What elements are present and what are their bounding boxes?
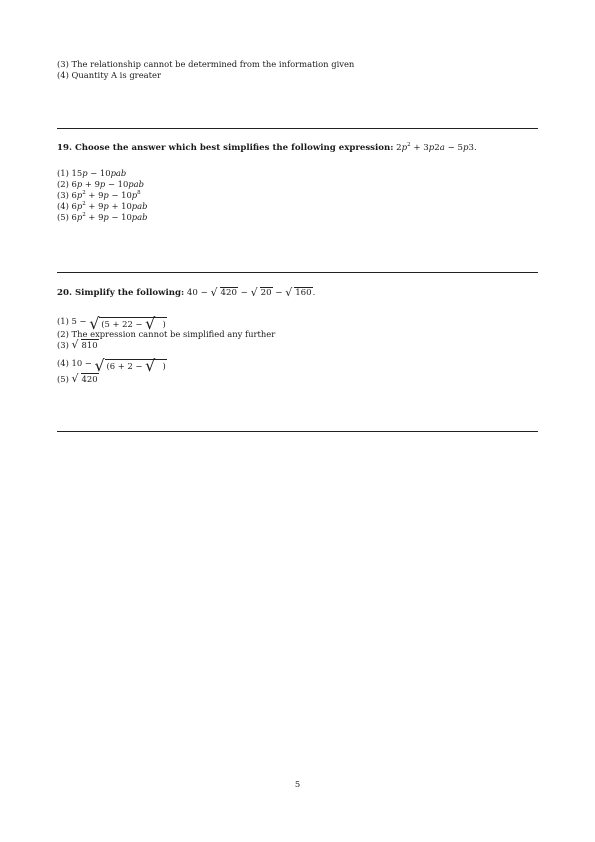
divider [57, 272, 538, 273]
question-19 [57, 143, 477, 154]
page-number: 5 [294, 779, 301, 789]
question-20-option-2: (2) The expression cannot be simplified any further [57, 329, 276, 339]
question-19-expression: $2p^2 + 3p2a - 5p3$. [396, 142, 477, 153]
question-19-option-4: (4) $6p^2 + 9p + 10pab$ [57, 201, 148, 211]
question-19-option-1: (1) 15p − 10pab [57, 168, 127, 178]
question-19-option-3: (3) $6p^2 + 9p - 10p^8$ [57, 190, 141, 200]
divider [57, 128, 538, 129]
question-19-label: 19. Choose the answer which best simplifies the following expression: [57, 143, 394, 153]
question-20-expression: 40 − √ 420 − √ 20 − √ 160. [186, 286, 316, 299]
option-3-previous-question: (3) The relationship cannot be determined from the information given [57, 59, 355, 69]
divider [57, 431, 538, 432]
question-20-option-5: (5) √ 420 [57, 372, 98, 385]
option-4-previous-question: (4) Quantity A is greater [57, 70, 161, 80]
question-20-option-4: (4) 10 − √ (6 + 2 − √ ) [57, 356, 166, 375]
question-19-option-2: (2) 6p + 9p − 10pab [57, 179, 144, 189]
question-20-label: 20. Simplify the following: [57, 288, 185, 298]
question-20-option-3: (3) √ 810 [57, 338, 98, 351]
question-19-option-5: (5) $6p^2 + 9p - 10pab$ [57, 212, 148, 222]
question-20 [57, 288, 315, 299]
question-20-option-1: (1) 5 − √ (5 + 22 − √ ) [57, 314, 166, 333]
